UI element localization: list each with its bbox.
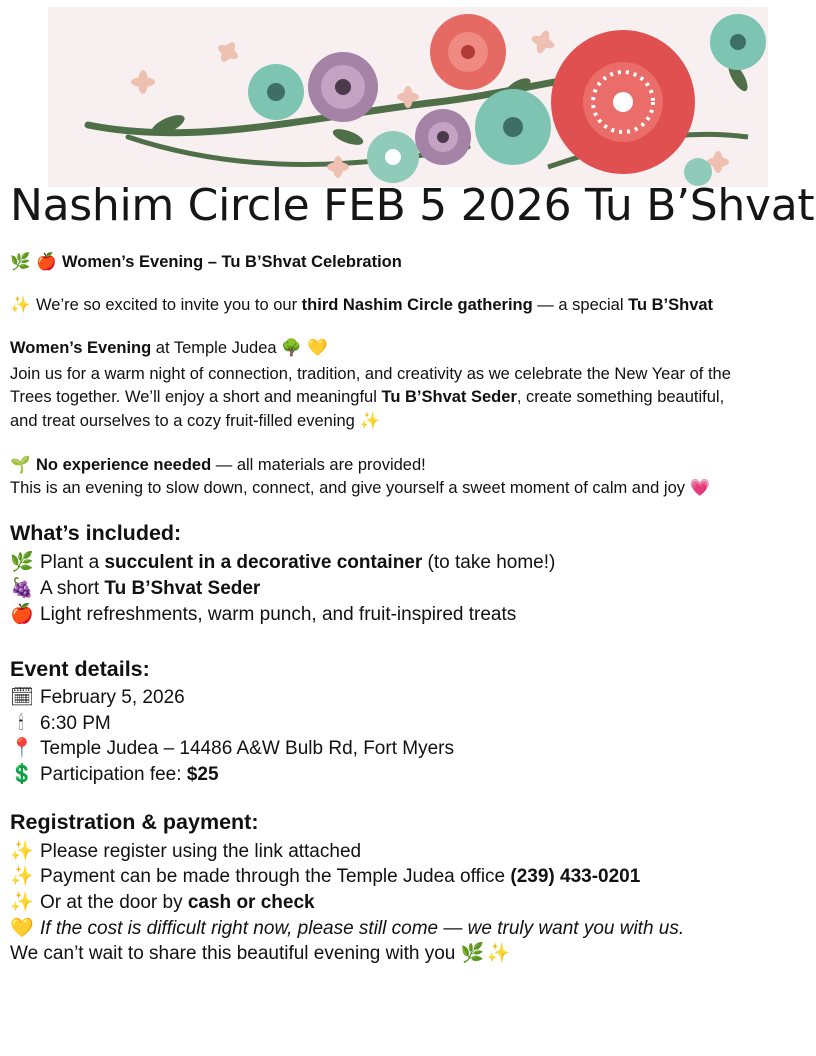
details-heading: Event details: <box>10 657 150 681</box>
materials-text: — all materials are provided! <box>211 456 426 474</box>
herb-icon: 🌿 <box>460 942 485 964</box>
registration-heading: Registration & payment: <box>10 810 259 834</box>
seder-name: Tu B’Shvat Seder <box>381 388 517 406</box>
invite-line <box>10 293 713 317</box>
yellow-heart-icon: 💛 <box>307 338 328 357</box>
sparkles-icon: ✨ <box>10 865 34 887</box>
sparkles-icon: ✨ <box>10 295 31 314</box>
intro-heading-line <box>10 250 402 274</box>
description-text: Trees together. We’ll enjoy a short and meaningful <box>10 388 382 406</box>
intro-heading: Women’s Evening – Tu B’Shvat Celebration <box>62 253 402 271</box>
description-text-2: , create something beautiful, <box>516 388 725 406</box>
pin-icon: 📍 <box>10 737 34 759</box>
yellow-heart-icon: 💛 <box>10 917 34 939</box>
registration-item-1 <box>10 839 361 865</box>
gathering-name: third Nashim Circle gathering <box>301 296 533 314</box>
womens-evening: Women’s Evening <box>10 339 152 357</box>
refreshments-text: Light refreshments, warm punch, and fruit-inspired treats <box>40 604 517 625</box>
calendar-icon: 🗓 <box>10 686 35 708</box>
take-home-text: (to take home!) <box>422 552 556 573</box>
sparkles-icon: ✨ <box>359 411 380 430</box>
venue-text: at Temple Judea <box>151 339 282 357</box>
included-item-2 <box>10 576 260 602</box>
detail-location <box>10 736 454 762</box>
page-title: Nashim Circle FEB 5 2026 Tu B’Shvat <box>10 180 815 231</box>
detail-time <box>10 711 111 737</box>
cash-or-check: cash or check <box>187 892 315 913</box>
succulent-text: succulent in a decorative container <box>104 552 423 573</box>
sparkles-icon: ✨ <box>486 942 511 964</box>
registration-item-3 <box>10 890 315 916</box>
description-line-2 <box>10 386 724 409</box>
register-text: Please register using the link attached <box>40 841 362 862</box>
invite-text-2: — a special <box>532 296 629 314</box>
candle-icon: 🕯 <box>18 712 24 734</box>
event-date: February 5, 2026 <box>40 687 185 708</box>
seder-name: Tu B’Shvat Seder <box>104 578 261 599</box>
item-text: A short <box>40 578 105 599</box>
door-text: Or at the door by <box>40 892 188 913</box>
event-time: 6:30 PM <box>40 713 111 734</box>
registration-item-4 <box>10 916 684 942</box>
description-line-1: Join us for a warm night of connection, tradition, and creativity as we celebrate the New Year of the <box>10 365 731 383</box>
fee-label: Participation fee: <box>40 764 187 785</box>
slow-down-line <box>10 476 716 500</box>
office-phone: (239) 433-0201 <box>510 866 641 887</box>
included-heading: What’s included: <box>10 521 182 545</box>
womens-evening-line <box>10 336 333 360</box>
included-item-1 <box>10 550 555 576</box>
item-text: Plant a <box>40 552 105 573</box>
description-text-3: and treat ourselves to a cozy fruit-filled evening <box>10 412 360 430</box>
no-experience: No experience needed <box>36 456 212 474</box>
payment-text: Payment can be made through the Temple Judea office <box>40 866 511 887</box>
floral-banner <box>48 7 768 187</box>
apple-icon: 🍎 <box>36 252 57 271</box>
slow-down-text: This is an evening to slow down, connect, and give yourself a sweet moment of calm and joy <box>10 479 690 497</box>
cost-note: If the cost is difficult right now, please still come — we truly want you with us. <box>40 918 685 939</box>
event-location: Temple Judea – 14486 A&W Bulb Rd, Fort Myers <box>40 738 454 759</box>
invite-text: We’re so excited to invite you to our <box>36 296 302 314</box>
registration-item-2 <box>10 864 640 890</box>
detail-fee <box>10 762 219 788</box>
apple-icon: 🍎 <box>10 603 34 625</box>
included-item-3 <box>10 602 516 628</box>
no-experience-line <box>10 453 426 477</box>
holiday-name: Tu B’Shvat <box>628 296 714 314</box>
detail-date <box>10 685 185 711</box>
fee-amount: $25 <box>186 764 219 785</box>
herb-icon: 🌿 <box>10 252 31 271</box>
tree-icon: 🌳 <box>281 338 302 357</box>
closing-line <box>10 941 513 967</box>
description-line-3 <box>10 409 385 433</box>
sparkles-icon: ✨ <box>10 891 34 913</box>
grapes-icon: 🍇 <box>10 577 34 599</box>
seedling-icon: 🌱 <box>10 455 31 474</box>
dollar-icon: 💲 <box>10 763 34 785</box>
sparkles-icon: ✨ <box>10 840 34 862</box>
herb-icon: 🌿 <box>10 551 34 573</box>
pink-heart-icon: 💗 <box>689 478 711 497</box>
closing-text: We can’t wait to share this beautiful evening with you <box>10 943 461 964</box>
